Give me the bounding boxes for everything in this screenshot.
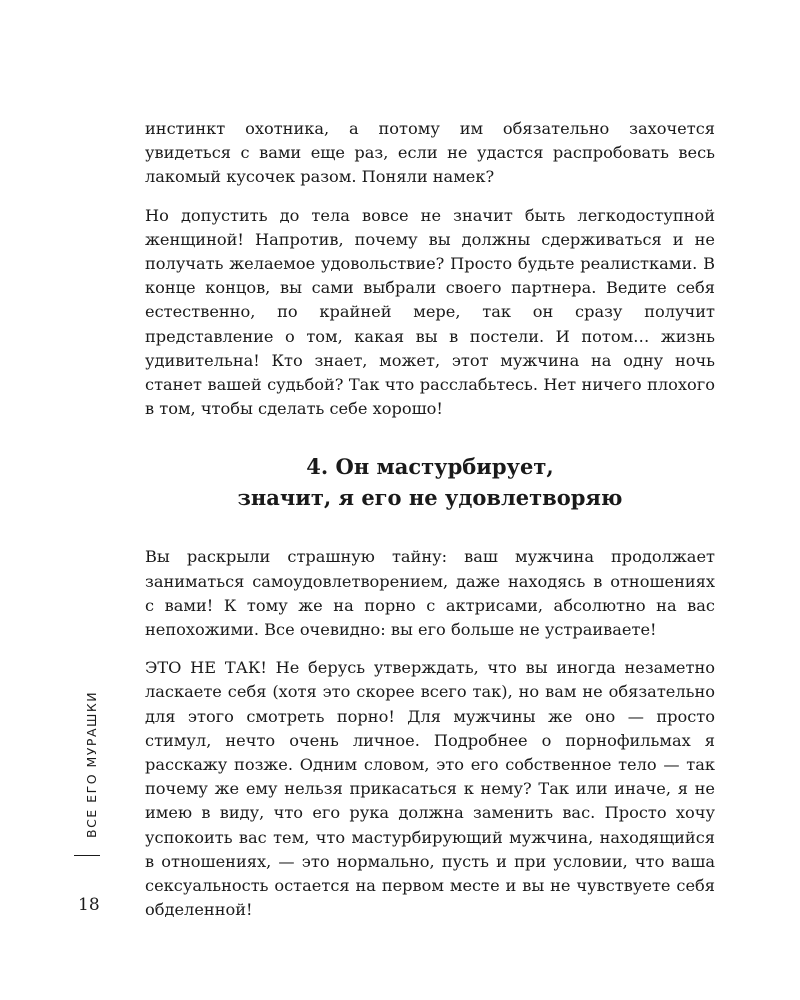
section-heading bbox=[145, 451, 715, 513]
margin-rule bbox=[74, 855, 100, 856]
section-heading-line-2: значит, я его не удовлетворяю bbox=[237, 485, 623, 511]
paragraph-3: Вы раскрыли страшную тайну: ваш мужчина продолжает заниматься самоудовлетворением, даже находясь в отношениях с вами! К тому же на порно с актрисами, абсолютно на вас непохожими. Все очевидно: вы его больше не устраиваете! bbox=[145, 547, 715, 640]
page-number: 18 bbox=[78, 895, 100, 915]
running-title-container bbox=[84, 680, 106, 838]
paragraph-4: ЭТО НЕ ТАК! Не берусь утверждать, что вы иногда незаметно ласкаете себя (хотя это скорее всего так), но вам не обязательно для этого смотреть порно! Для мужчины же оно — просто стимул, нечто очень личное. Подробнее о порнофильмах я расскажу позже. Одним словом, это его собственное тело — так почему же ему нельзя прикасаться к нему? Так или иначе, я не имею в виду, что его рука должна заменить вас. Просто хочу успокоить вас тем, что мастурбирующий мужчина, находящийся в отношениях, — это нормально, пусть и при условии, что ваша сексуальность остается на первом месте и вы не чувствуете себя обделенной! bbox=[145, 658, 715, 920]
page-body bbox=[145, 117, 715, 936]
section-heading-line-1: 4. Он мастурбирует, bbox=[306, 454, 554, 480]
running-title: ВСЕ ЕГО МУРАШКИ bbox=[84, 690, 99, 838]
paragraph-1: инстинкт охотника, а потому им обязательно захочется увидеться с вами еще раз, если не удастся распробовать весь лакомый кусочек разом. Поняли намек? bbox=[145, 119, 715, 187]
paragraph-2: Но допустить до тела вовсе не значит быть легкодоступной женщиной! Напротив, почему вы должны сдерживаться и не получать желаемое удовольствие? Просто будьте реалистками. В конце концов, вы сами выбрали своего партнера. Ведите себя естественно, по крайней мере, так он сразу получит представление о том, какая вы в постели. И потом… жизнь удивительна! Кто знает, может, этот мужчина на одну ночь станет вашей судьбой? Так что расслабьтесь. Нет ничего плохого в том, чтобы сделать себе хорошо! bbox=[145, 205, 715, 419]
